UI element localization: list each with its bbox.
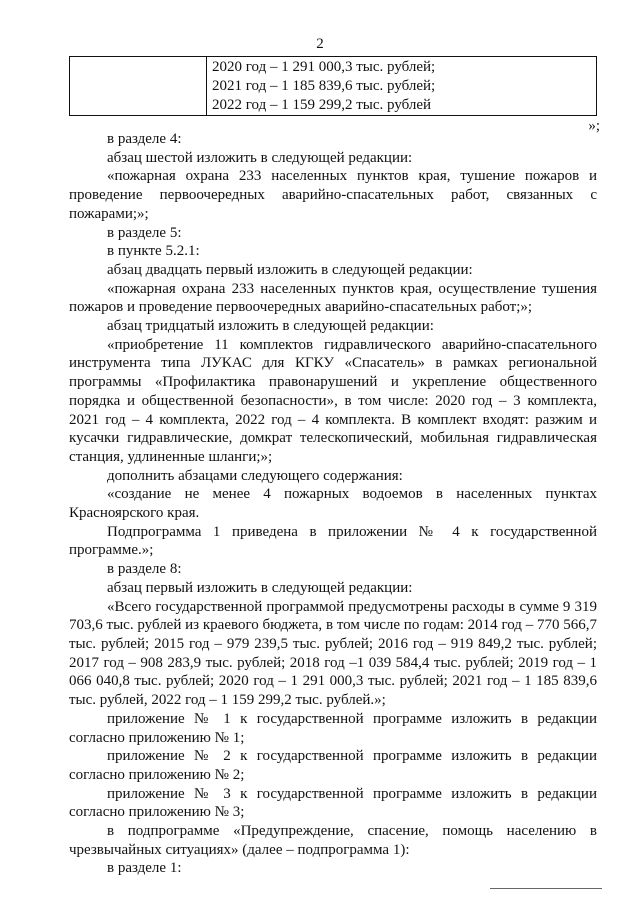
footer-rule xyxy=(490,888,602,889)
paragraph: в разделе 5: xyxy=(107,224,182,241)
paragraph: «пожарная охрана 233 населенных пунктов края, осуществление тушения пожаров и проведение первоочередных аварийно-спасательных работ;»; xyxy=(69,280,597,316)
paragraph: абзац шестой изложить в следующей редакции: xyxy=(107,149,413,166)
paragraph: приложение № 2 к государственной программе изложить в редакции согласно приложению № 2; xyxy=(69,748,597,783)
table-column-divider xyxy=(206,57,207,115)
paragraph: дополнить абзацами следующего содержания: xyxy=(107,467,403,484)
paragraph: абзац двадцать первый изложить в следующей редакции: xyxy=(107,261,473,278)
paragraph: «Всего государственной программой предусмотрены расходы в сумме 9 319 703,6 тыс. рублей из краевого бюджета, в том числе по годам: 2014 год – 770 566,7 тыс. рублей; 2015 год – 979 239,5 тыс. рублей; 2016 год – 919 849,2 тыс. рублей; 2017 год – 908 283,9 тыс. рублей; 2018 год –1 039 584,4 тыс. рублей; 2019 год – 1 066 040,8 тыс. рублей; 2020 год – 1 291 000,3 тыс. рублей; 2021 год – 1 185 839,6 тыс. рублей, 2022 год – 1 159 299,2 тыс. рублей.»; xyxy=(69,598,597,709)
paragraph: Подпрограмма 1 приведена в приложении № 4 к государственной программе.»; xyxy=(69,523,597,559)
paragraph: в подпрограмме «Предупреждение, спасение, помощь населению в чрезвычайных ситуациях» (далее – подпрограмма 1): xyxy=(69,823,597,858)
document-body xyxy=(69,130,597,878)
page-number: 2 xyxy=(316,36,324,52)
paragraph: в разделе 4: xyxy=(107,131,182,147)
paragraph: в разделе 1: xyxy=(107,860,182,877)
paragraph: «создание не менее 4 пожарных водоемов в населенных пунктах Красноярского края. xyxy=(69,486,597,522)
table-line-2022: 2022 год – 1 159 299,2 тыс. рублей xyxy=(212,97,432,113)
paragraph: абзац тридцатый изложить в следующей редакции: xyxy=(107,318,434,335)
table-line-2020: 2020 год – 1 291 000,3 тыс. рублей; xyxy=(212,59,436,75)
paragraph: «приобретение 11 комплектов гидравлического аварийно-спасательного инструмента типа ЛУКАС для КГКУ «Спасатель» в рамках региональной программы «Профилактика правонарушений и укрепление общественного порядка и общественной безопасности», в том числе: 2020 год – 3 комплекта, 2021 год – 4 комплекта, 2022 год – 4 комплекта. В комплект входят: разжим и кусачки гидравлические, домкрат телескопический, мобильная гидравлическая станция, удлиненные шланги;»; xyxy=(69,336,597,465)
table-line-2021: 2021 год – 1 185 839,6 тыс. рублей; xyxy=(212,78,436,94)
paragraph: в разделе 8: xyxy=(107,561,182,578)
paragraph: «пожарная охрана 233 населенных пунктов края, тушение пожаров и проведение первоочередных аварийно-спасательных работ, связанных с пожарами;»; xyxy=(69,168,597,222)
paragraph: приложение № 3 к государственной программе изложить в редакции согласно приложению № 3; xyxy=(69,785,597,821)
paragraph: абзац первый изложить в следующей редакции: xyxy=(107,579,413,596)
paragraph: приложение № 1 к государственной программе изложить в редакции согласно приложению № 1; xyxy=(69,710,597,746)
paragraph: в пункте 5.2.1: xyxy=(107,243,200,260)
table-closing-mark: »; xyxy=(588,118,600,134)
table-fragment xyxy=(69,56,597,116)
